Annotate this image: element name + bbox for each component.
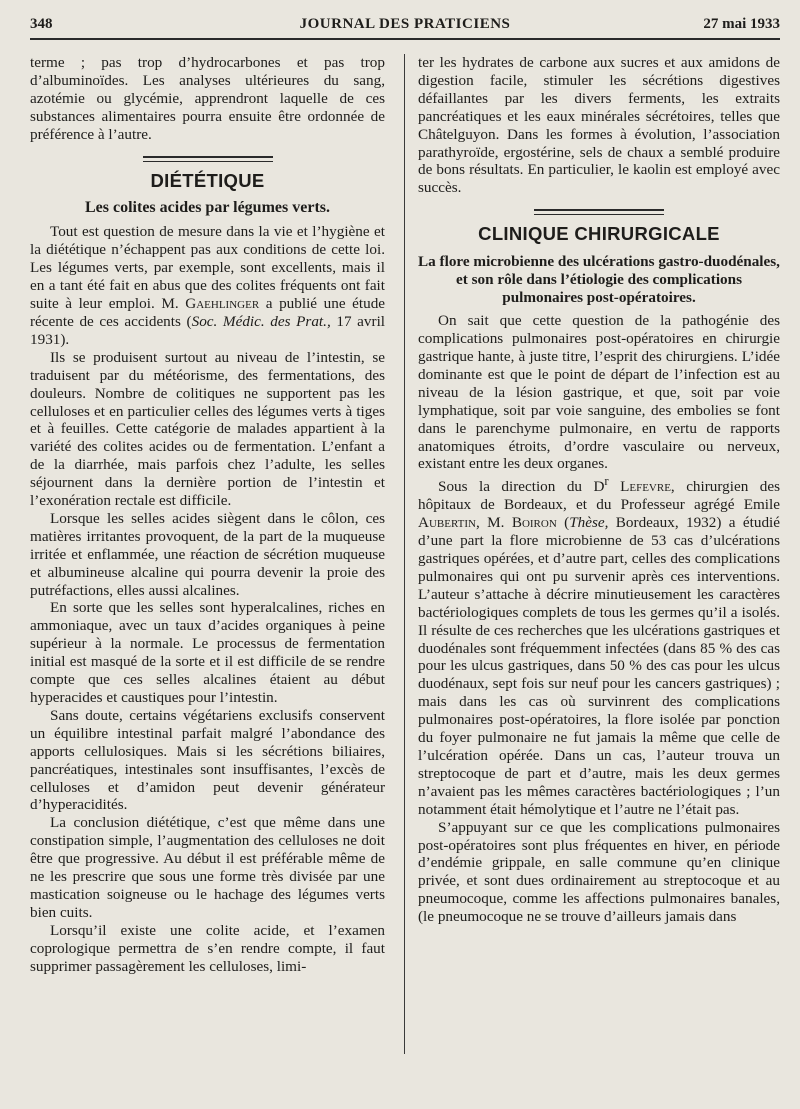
section-title-clinique-chirurgicale: CLINIQUE CHIRURGICALE [478, 223, 720, 245]
paragraph: ter les hydrates de carbone aux sucres et aux amidons de digestion facile, stimuler les sécrétions digestives défaillantes par les divers ferments, les extraits pancréatiques et les eaux minérales sécrétoires, telles que Châtelguyon. Dans les formes à évolution, l’association parathyroïde, ergostérine, sels de chaux a semblé produire de bons résultats. En particulier, le kaolin est employé avec succès. [418, 54, 780, 197]
column-divider [404, 54, 405, 1054]
author-name: Boiron [511, 514, 557, 532]
reference: Soc. Médic. des Prat., [191, 312, 331, 330]
article-title-colites: Les colites acides par légumes verts. [85, 199, 330, 217]
section-rule [143, 156, 273, 162]
paragraph: La conclusion diététique, c’est que même dans une constipation simple, l’augmentation des celluloses ne doit être que progressive. Au début il est préférable même de ne les prescrire que sous une forme très divisée par une mastication soigneuse ou le hachage des légumes verts bien cuits. [30, 814, 385, 921]
issue-date: 27 mai 1933 [703, 16, 780, 32]
paragraph: Ils se produisent surtout au niveau de l’intestin, se traduisent par du météorisme, des fermentations, des douleurs. Nombre de colitiques ne supportent pas les celluloses et en particulier celles des légumes verts à tiges et à feuilles. Cette catégorie de malades appartient à la variété des colites acides ou de fermentation. L’enfant a de la diarrhée, mais parfois chez l’adulte, les selles séjournent dans la dernière portion de l’intestin et l’exonération rectale est difficile. [30, 348, 385, 510]
paragraph: terme ; pas trop d’hydrocarbones et pas trop d’albuminoïdes. Les analyses ultérieures du sang, azotémie ou glycémie, apprendront laquelle de ces substances alimentaires pourra ensuite être ordonnée de préférence à l’autre. [30, 54, 385, 143]
section-rule [534, 209, 664, 215]
left-column [30, 54, 385, 976]
paragraph: S’appuyant sur ce que les complications pulmonaires post-opératoires sont plus fréquentes en hiver, en période d’endémie grippale, en salle commune qu’en clinique privée, et sont dues ordinairement au streptocoque et au pneumocoque, comme les affections pulmonaires banales, (le pneumocoque ne se trouve d’ailleurs jamais dans [418, 818, 780, 926]
paragraph: Lorsque les selles acides siègent dans le côlon, ces matières irritantes provoquent, de la part de la muqueuse irritée et enflammée, une réaction de sécrétion muqueuse et albumineuse alcaline qui pourra devenir la proie des putréfactions, elles aussi alcalines. [30, 509, 385, 599]
paragraph: On sait que cette question de la pathogénie des complications pulmonaires post-opératoires en chirurgie gastrique hante, à juste titre, l’esprit des chirurgiens. L’idée dominante est que le point de départ de l’infection est au niveau de la lésion gastrique, et que, soit par voie lymphatique, soit par voie sanguine, des embolies se font dans le parenchyme pulmonaire, en vertu de rapports anatomiques étroits, d’ordre vasculaire ou nerveux, existant entre les deux organes. [418, 312, 780, 473]
article-title-flore-microbienne: La flore microbienne des ulcérations gastro-duodénales, et son rôle dans l’étiologie des complications pulmonaires post-opératoires. [418, 253, 780, 307]
page-header [30, 16, 780, 38]
section-title-dietetique: DIÉTÉTIQUE [150, 169, 265, 191]
paragraph: Lorsqu’il existe une colite acide, et l’examen coprologique permettra de s’en rendre compte, il faut supprimer passagèrement les celluloses, limi- [30, 921, 385, 975]
reference: Thèse, [569, 514, 609, 532]
author-name: Gaehlinger [185, 295, 260, 313]
right-column [418, 54, 780, 926]
header-rule [30, 38, 780, 40]
page-number: 348 [30, 16, 53, 32]
paragraph: Sans doute, certains végétariens exclusifs conservent un équilibre intestinal parfait malgré l’abondance des apports cellulosiques. Mais si les sécrétions biliaires, pancréatiques, intestinales sont insuffisantes, l’excès de celluloses et d’amidon peut devenir générateur d’hyperacidités. [30, 706, 385, 814]
paragraph: En sorte que les selles sont hyperalcalines, riches en ammoniaque, avec un taux d’acides organiques à peine supérieur à la normale. Le processus de fermentation initial est masqué de la sorte et il est difficile de se rendre compte que ces selles alcalines étaient au début hyperacides et caustiques pour l’intestin. [30, 599, 385, 706]
author-name: Aubertin, [418, 514, 480, 532]
paragraph: Sous la direction du $D^r$ Lefevre, chirurgien des hôpitaux de Bordeaux, et du Professeur agrégé Emile Aubertin, M. Boiron (Thèse, Bordeaux, 1932) a étudié d’une part la flore microbienne de 53 cas d’ulcérations gastriques opérées, et d’autre part, celles des complications pulmonaires qui ont pu survenir après ces interventions. L’auteur s’attache à décrire minutieusement les caractères bactériologiques complets de tous les germes qu’il a isolés. Il résulte de ces recherches que les ulcérations gastriques et duodénales sont fréquemment infectées (dans 85 % des cas pour les ulcus gastriques, dans 50 % des cas pour les ulcus duodénaux, sept fois sur neuf pour les cancers gastriques) ; mais dans les cas où survinrent des complications pulmonaires post-opératoires, la flore isolée par ponction du foyer pulmonaire ne fut jamais la même que celle de l’ulcération opérée. Dans un cas, l’auteur trouva un streptocoque de part et d’autre, mais les deux germes n’avaient pas les mêmes caractères bactériologiques ; l’un notamment était hémolytique et l’autre ne l’était pas. [418, 474, 781, 818]
paragraph: Tout est question de mesure dans la vie et l’hygiène et la diététique n’échappent pas aux conditions de cette loi. Les légumes verts, par exemple, sont excellents, mais il en a tant été fait en abus que des colites fréquents ont fait suite à leur emploi. M. Gaehlinger a publié une étude récente de ces accidents (Soc. Médic. des Prat., 17 avril 1931). [30, 223, 386, 348]
author-name: Lefevre, [620, 478, 675, 496]
journal-title: JOURNAL DES PRATICIENS [299, 16, 511, 32]
